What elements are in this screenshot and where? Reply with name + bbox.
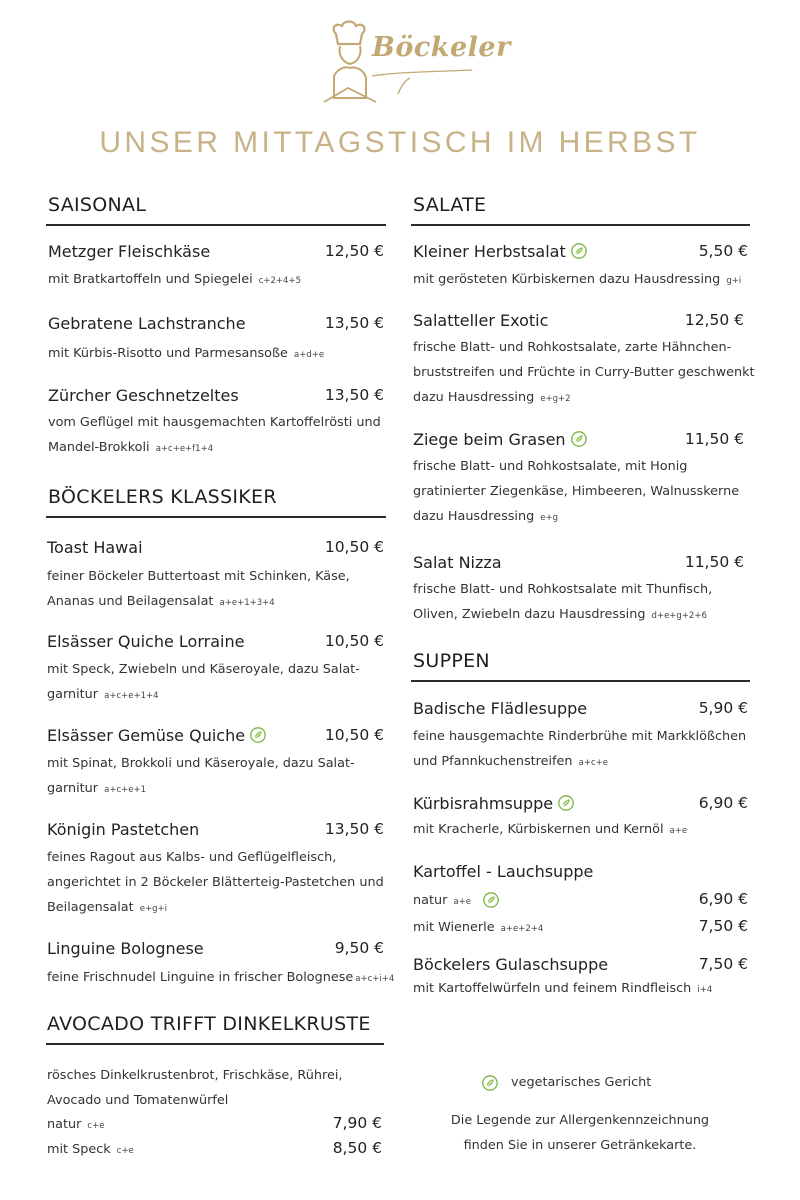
vegetarian-leaf-icon [250, 727, 266, 743]
item-name: Gebratene Lachstranche [48, 314, 246, 333]
option-price: 6,90 € [698, 890, 748, 908]
item-name: Linguine Bolognese [47, 939, 204, 958]
item-price: 13,50 € [324, 386, 384, 404]
section-heading-salate: SALATE [413, 194, 487, 216]
item-price: 12,50 € [684, 311, 744, 329]
section-heading-suppen: SUPPEN [413, 650, 490, 672]
option-label: mit Speck c+e [47, 1142, 134, 1157]
item-price: 10,50 € [324, 632, 384, 650]
item-description: mit Kartoffelwürfeln und feinem Rindfleisch i+4 [413, 981, 713, 996]
item-price: 7,50 € [698, 955, 748, 973]
item-price: 5,90 € [698, 699, 748, 717]
item-name: Elsässer Gemüse Quiche [47, 726, 266, 745]
item-name: Badische Flädlesuppe [413, 699, 588, 718]
section-heading-saisonal: SAISONAL [48, 194, 147, 216]
item-name: Ziege beim Grasen [413, 430, 587, 449]
vegetarian-leaf-icon [482, 1075, 498, 1091]
item-name: Salat Nizza [413, 553, 502, 572]
section-heading-avocado: AVOCADO TRIFFT DINKELKRUSTE [47, 1013, 371, 1035]
vegetarian-leaf-icon [483, 892, 499, 908]
legend-note: Die Legende zur Allergenkennzeichnung [450, 1113, 710, 1128]
item-description: mit Spinat, Brokkoli und Käseroyale, dazu Salat- garnitur a+c+e+1 [47, 756, 355, 796]
item-price: 10,50 € [324, 726, 384, 744]
logo-swash-icon [368, 66, 478, 96]
option-price: 7,50 € [698, 917, 748, 935]
item-price: 11,50 € [684, 553, 744, 571]
item-description: feines Ragout aus Kalbs- und Geflügelfleisch, angerichtet in 2 Böckeler Blätterteig-Pastetchen und Beilagensalat e+g+i [47, 850, 384, 915]
item-description: mit Bratkartoffeln und Spiegelei c+2+4+5 [48, 272, 301, 287]
brand-logo [320, 18, 511, 108]
vegetarian-leaf-icon [571, 243, 587, 259]
item-description: frische Blatt- und Rohkostsalate, zarte Hähnchen- bruststreifen und Früchte in Curry-Butter geschwenkt dazu Hausdressing e+g+2 [413, 340, 755, 405]
section-rule [46, 516, 386, 518]
item-description: feine hausgemachte Rinderbrühe mit Markklößchen und Pfannkuchenstreifen a+c+e [413, 729, 747, 769]
item-price: 10,50 € [324, 538, 384, 556]
item-description: mit Kracherle, Kürbiskernen und Kernöl a+e [413, 822, 688, 837]
item-description: mit Speck, Zwiebeln und Käseroyale, dazu Salat- garnitur a+c+e+1+4 [47, 662, 360, 702]
item-price: 5,50 € [698, 242, 748, 260]
page-title: UNSER MITTAGSTISCH IM HERBST [99, 126, 701, 159]
item-description: frische Blatt- und Rohkostsalate, mit Honig gratinierter Ziegenkäse, Himbeeren, Walnusskerne dazu Hausdressing e+g [413, 459, 740, 524]
vegetarian-leaf-icon [571, 431, 587, 447]
item-description: feiner Böckeler Buttertoast mit Schinken, Käse, Ananas und Beilagensalat a+e+1+3+4 [47, 569, 350, 609]
item-price: 12,50 € [324, 242, 384, 260]
item-description: frische Blatt- und Rohkostsalate mit Thunfisch, Oliven, Zwiebeln dazu Hausdressing d+e+g+2+6 [413, 582, 713, 622]
item-name: Zürcher Geschnetzeltes [48, 386, 239, 405]
item-name: Salatteller Exotic [413, 311, 549, 330]
item-name: Kartoffel - Lauchsuppe [413, 862, 594, 881]
option-price: 8,50 € [332, 1139, 382, 1157]
option-label: mit Wienerle a+e+2+4 [413, 920, 544, 935]
option-label: natur a+e [413, 893, 471, 908]
item-description: vom Geflügel mit hausgemachten Kartoffelrösti und Mandel-Brokkoli a+c+e+f1+4 [48, 415, 381, 455]
item-name: Elsässer Quiche Lorraine [47, 632, 245, 651]
legend-note: finden Sie in unserer Getränkekarte. [463, 1138, 697, 1153]
item-name: Kleiner Herbstsalat [413, 242, 587, 261]
item-price: 13,50 € [324, 314, 384, 332]
item-price: 13,50 € [324, 820, 384, 838]
item-price: 6,90 € [698, 794, 748, 812]
vegetarian-leaf-icon [558, 795, 574, 811]
section-heading-klassiker: BÖCKELERS KLASSIKER [48, 486, 277, 508]
item-description: feine Frischnudel Linguine in frischer Bolognese a+c+i+4 [47, 970, 395, 985]
item-description: mit Kürbis-Risotto und Parmesansoße a+d+e [48, 346, 325, 361]
section-rule [411, 224, 750, 226]
item-name: Böckelers Gulaschsuppe [413, 955, 609, 974]
legend-vegetarian: vegetarisches Gericht [511, 1075, 652, 1090]
section-rule [46, 1043, 384, 1045]
item-name: Metzger Fleischkäse [48, 242, 211, 261]
item-name: Toast Hawai [47, 538, 143, 557]
item-description: mit gerösteten Kürbiskernen dazu Hausdressing g+i [413, 272, 742, 287]
brand-name: Böckeler [372, 32, 511, 63]
section-rule [411, 680, 750, 682]
section-rule [46, 224, 386, 226]
item-name: Kürbisrahmsuppe [413, 794, 574, 813]
option-price: 7,90 € [332, 1114, 382, 1132]
item-description: rösches Dinkelkrustenbrot, Frischkäse, Rührei, Avocado und Tomatenwürfel [47, 1068, 343, 1108]
item-price: 9,50 € [334, 939, 384, 957]
item-name: Königin Pastetchen [47, 820, 200, 839]
option-label: natur c+e [47, 1117, 105, 1132]
item-price: 11,50 € [684, 430, 744, 448]
